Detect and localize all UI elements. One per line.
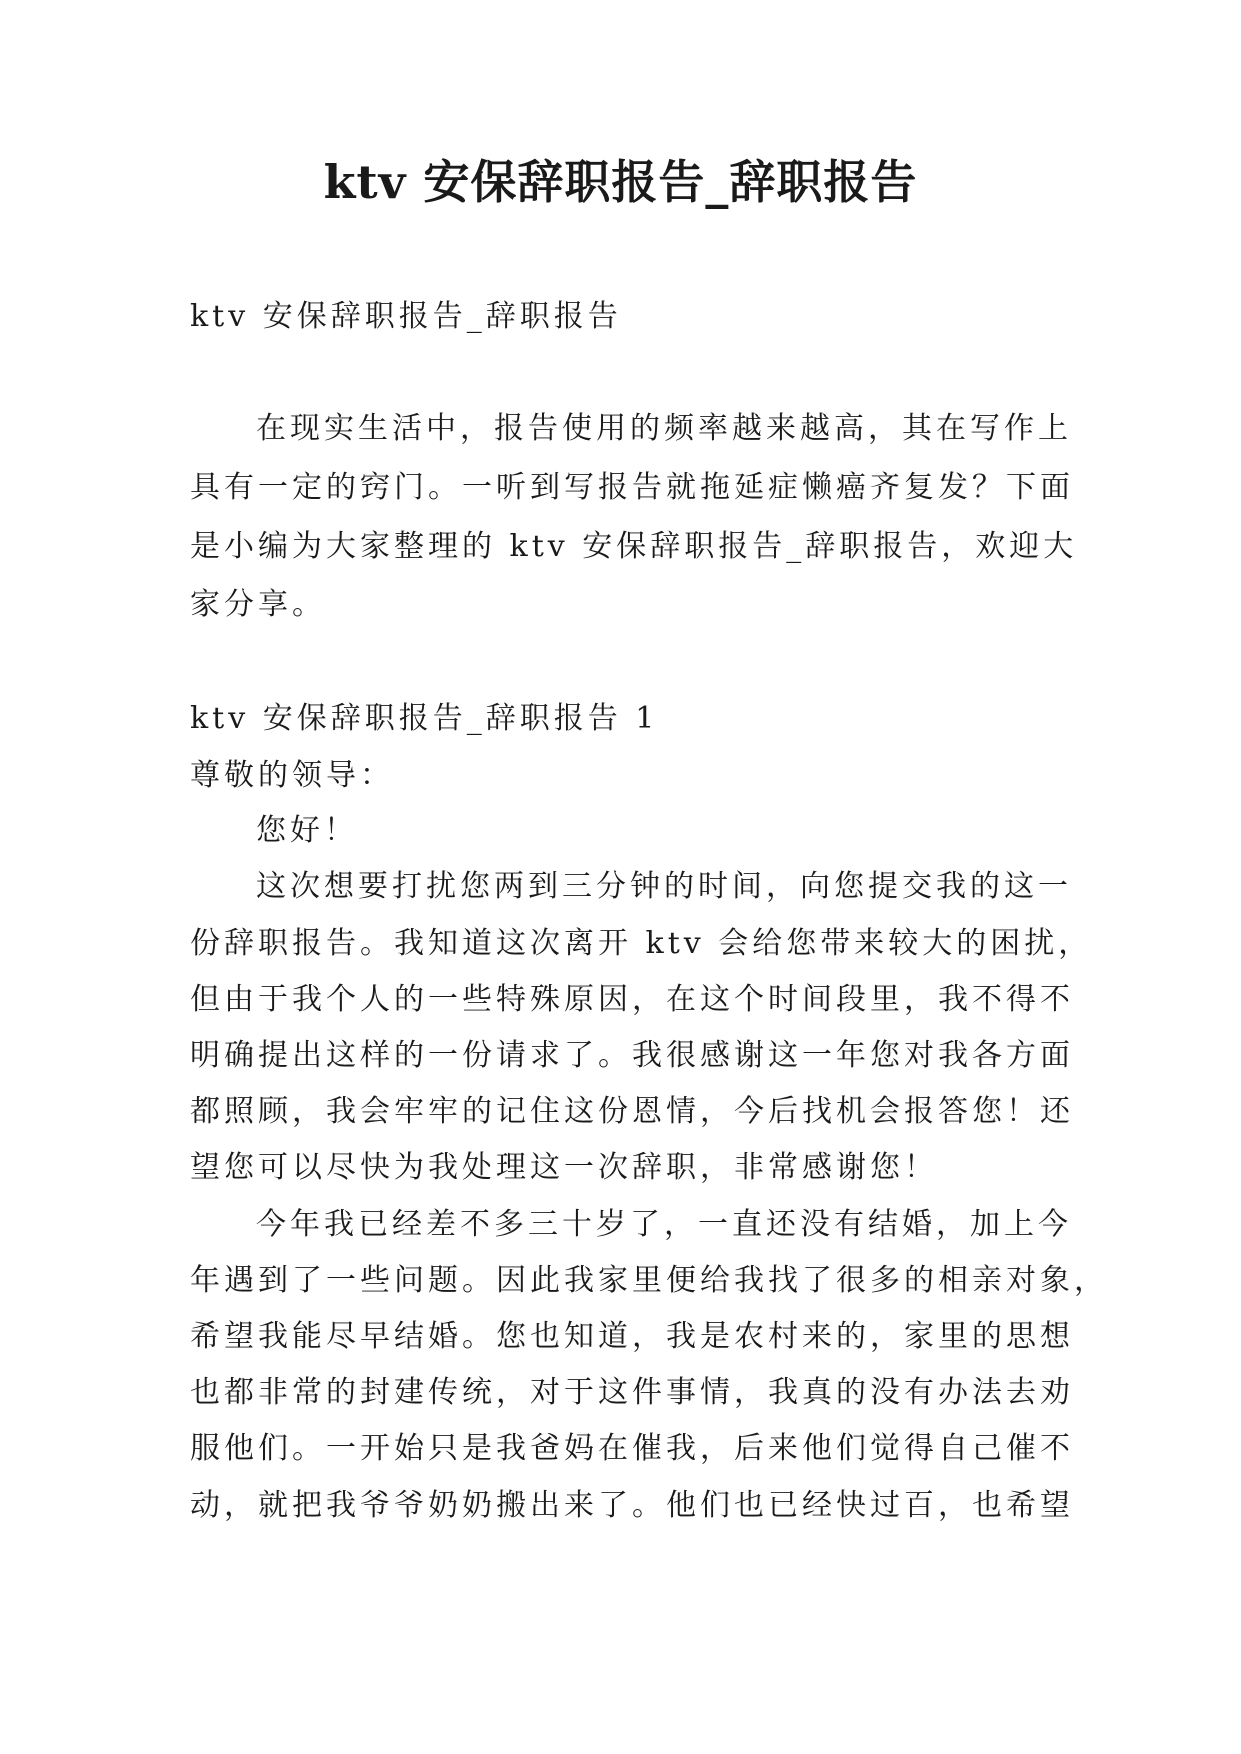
salutation: 尊敬的领导： (190, 758, 394, 793)
intro-line: 具有一定的窍门。一听到写报告就拖延症懒癌齐复发？下面 (190, 470, 1074, 505)
document-subtitle: ktv 安保辞职报告_辞职报告 (190, 299, 622, 334)
document-title: ktv 安保辞职报告_辞职报告 (323, 155, 918, 209)
section-heading: ktv 安保辞职报告_辞职报告 1 (190, 701, 659, 736)
paragraph2-line: 动，就把我爷爷奶奶搬出来了。他们也已经快过百，也希望 (190, 1488, 1074, 1523)
paragraph1-line: 这次想要打扰您两到三分钟的时间，向您提交我的这一 (256, 869, 1072, 904)
intro-line: 在现实生活中，报告使用的频率越来越高，其在写作上 (256, 411, 1072, 446)
intro-line: 家分享。 (190, 587, 326, 622)
greeting: 您好！ (256, 813, 358, 848)
paragraph2-line: 也都非常的封建传统，对于这件事情，我真的没有办法去劝 (190, 1375, 1074, 1410)
paragraph1-line: 份辞职报告。我知道这次离开 ktv 会给您带来较大的困扰， (190, 926, 1093, 961)
paragraph2-line: 年遇到了一些问题。因此我家里便给我找了很多的相亲对象， (190, 1263, 1108, 1298)
paragraph2-line: 希望我能尽早结婚。您也知道，我是农村来的，家里的思想 (190, 1319, 1074, 1354)
paragraph1-line: 望您可以尽快为我处理这一次辞职，非常感谢您！ (190, 1150, 938, 1185)
paragraph2-line: 今年我已经差不多三十岁了，一直还没有结婚，加上今 (256, 1207, 1072, 1242)
paragraph1-line: 明确提出这样的一份请求了。我很感谢这一年您对我各方面 (190, 1038, 1074, 1073)
paragraph1-line: 但由于我个人的一些特殊原因，在这个时间段里，我不得不 (190, 982, 1074, 1017)
intro-line: 是小编为大家整理的 ktv 安保辞职报告_辞职报告，欢迎大 (190, 529, 1078, 564)
paragraph2-line: 服他们。一开始只是我爸妈在催我，后来他们觉得自己催不 (190, 1431, 1074, 1466)
paragraph1-line: 都照顾，我会牢牢的记住这份恩情，今后找机会报答您！还 (190, 1094, 1074, 1129)
